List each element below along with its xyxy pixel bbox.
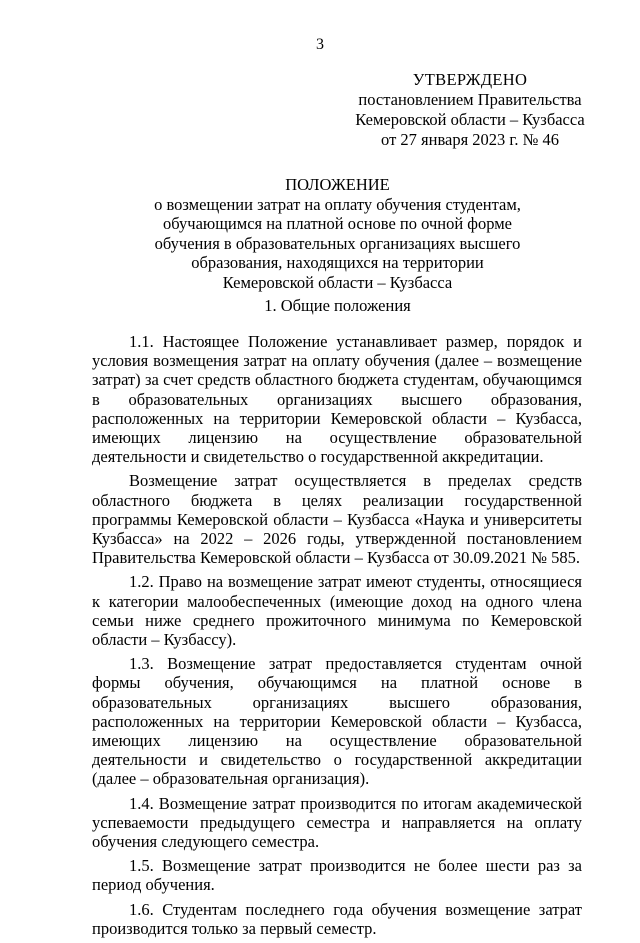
title-line: о возмещении затрат на оплату обучения студентам, (154, 194, 521, 214)
section-body (92, 332, 582, 943)
title-line: обучения в образовательных организациях высшего (154, 233, 521, 253)
paragraph-1-1: 1.1. Настоящее Положение устанавливает размер, порядок и условия возмещения затрат на оплату обучения (далее – возмещение затрат) за счет средств областного бюджета студентам, обучающимся в образовательных организациях высшего образования, расположенных на территории Кемеровской области – Кузбасса, имеющих лицензию на осуществление образовательной деятельности и свидетельство о государственной аккредитации. (92, 332, 582, 467)
title-line: Кемеровской области – Кузбасса (222, 272, 453, 292)
title-line: образования, находящихся на территории (191, 253, 484, 272)
approval-line: Кемеровской области – Кузбасса (355, 110, 585, 129)
paragraph-1-5: 1.5. Возмещение затрат производится не более шести раз за период обучения. (92, 856, 582, 895)
paragraph-1-2: 1.2. Право на возмещение затрат имеют студенты, относящиеся к категории малообеспеченных (имеющие доход на одного члена семьи ниже среднего прожиточного минимума по Кемеровской области – Кузбассу). (92, 572, 582, 650)
section-heading: 1. Общие положения (264, 296, 411, 315)
page-number: 3 (316, 36, 324, 53)
paragraph-funding: Возмещение затрат осуществляется в пределах средств областного бюджета в целях реализации государственной программы Кемеровской области – Кузбасса «Наука и университеты Кузбасса» на 2022 – 2026 годы, утвержденной постановлением Правительства Кемеровской области – Кузбасса от 30.09.2021 № 585. (92, 471, 582, 568)
title-line: обучающимся на платной основе по очной форме (163, 214, 512, 233)
paragraph-1-4: 1.4. Возмещение затрат производится по итогам академической успеваемости предыдущего семестра и направляется на оплату обучения следующего семестра. (92, 793, 582, 852)
paragraph-1-3: 1.3. Возмещение затрат предоставляется студентам очной формы обучения, обучающимся на платной основе в образовательных организациях высшего образования, расположенных на территории Кемеровской области – Кузбасса, имеющих лицензию на осуществление образовательной деятельности и свидетельство о государственной аккредитации (далее – образовательная организация). (92, 654, 582, 789)
approval-stamp-block (340, 70, 600, 150)
paragraph-1-6: 1.6. Студентам последнего года обучения возмещение затрат производится только за первый семестр. (92, 899, 582, 938)
document-title: ПОЛОЖЕНИЕ (285, 175, 390, 194)
document-title-block (100, 175, 575, 292)
approval-line: постановлением Правительства (358, 90, 582, 109)
approval-line: от 27 января 2023 г. № 46 (381, 130, 559, 149)
approval-heading: УТВЕРЖДЕНО (412, 70, 528, 89)
